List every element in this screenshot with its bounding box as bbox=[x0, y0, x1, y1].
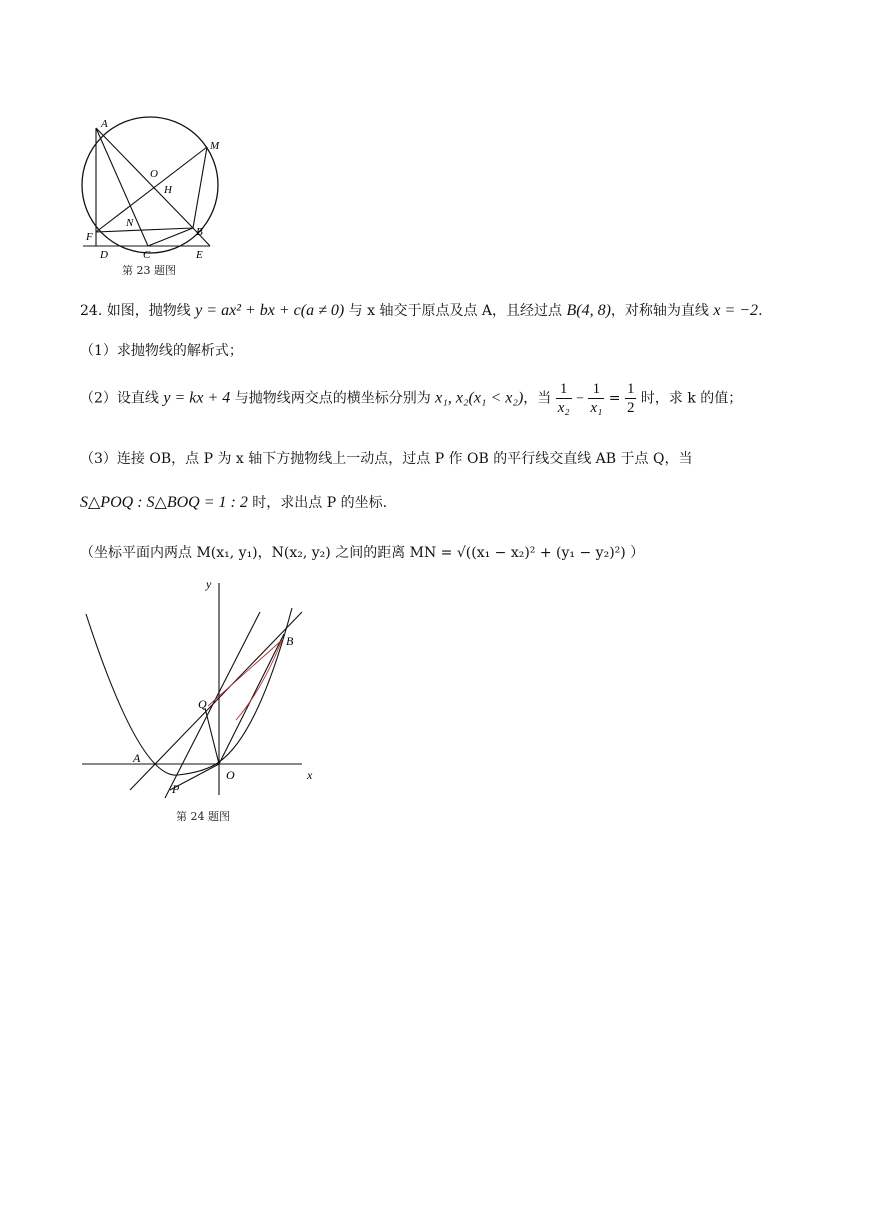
fig23-label-B: B bbox=[196, 226, 203, 238]
frac1-den: x₂ bbox=[557, 400, 570, 416]
q24-axis-eq: x = −2 bbox=[713, 302, 759, 319]
q24-point-b: B(4, 8) bbox=[566, 302, 611, 319]
fig24-label-x: x bbox=[307, 768, 313, 782]
q24-part2-vars: x₁, x₂(x₁ < x₂) bbox=[435, 389, 524, 407]
q24-area-ratio: S△POQ : S△BOQ = 1 : 2 bbox=[80, 494, 248, 511]
line-pq bbox=[165, 612, 260, 798]
q24-line-eq: y = kx + 4 bbox=[163, 389, 231, 407]
fig24-label-A: A bbox=[133, 751, 141, 765]
fig23-label-A: A bbox=[101, 118, 108, 130]
q24-part2-a: （2）设直线 bbox=[80, 390, 164, 407]
q24-parabola-eq: y = ax² + bx + c(a ≠ 0) bbox=[195, 302, 345, 319]
q24-part3-line2-text: 时，求出点 P 的坐标. bbox=[247, 495, 388, 511]
q24-intro-mid2: ，对称轴为直线 bbox=[610, 303, 714, 319]
q24-part2-c: ，当 bbox=[523, 390, 552, 407]
q24-part3-line2 bbox=[80, 492, 387, 512]
fig23-label-F: F bbox=[86, 231, 93, 243]
minus-sign: − bbox=[576, 391, 584, 407]
frac3-den: 2 bbox=[626, 400, 635, 416]
q24-distance-note: （坐标平面内两点 M(x₁, y₁)，N(x₂, y₂) 之间的距离 MN = √((x₁ − x₂)² + (y₁ − y₂)²) ） bbox=[80, 545, 645, 561]
q24-part2-b: 与抛物线两交点的横坐标分别为 bbox=[230, 390, 436, 407]
figure-23 bbox=[75, 110, 235, 265]
q24-intro bbox=[80, 300, 763, 320]
fig23-label-D: D bbox=[100, 249, 108, 261]
fig24-label-P: P bbox=[172, 782, 180, 796]
fraction-1-over-x1 bbox=[588, 380, 604, 417]
equals-sign: = bbox=[608, 390, 621, 407]
fig23-label-N: N bbox=[126, 217, 134, 229]
line-ab bbox=[130, 612, 302, 790]
q24-part1: （1）求抛物线的解析式； bbox=[80, 343, 243, 359]
fig23-caption: 第 23 题图 bbox=[122, 264, 176, 277]
fig23-label-H: H bbox=[164, 184, 172, 196]
frac3-num: 1 bbox=[626, 381, 635, 397]
fig23-label-O: O bbox=[150, 168, 158, 180]
q24-part3-line1: （3）连接 OB，点 P 为 x 轴下方抛物线上一动点，过点 P 作 OB 的平行线交直线 AB 于点 Q，当 bbox=[80, 451, 693, 467]
fig24-label-B: B bbox=[286, 634, 294, 648]
frac1-num: 1 bbox=[556, 380, 572, 399]
fig23-label-M: M bbox=[210, 140, 220, 152]
fig24-label-y: y bbox=[206, 577, 212, 591]
q24-part2 bbox=[80, 380, 742, 417]
fig23-label-E: E bbox=[196, 249, 203, 261]
line-qo bbox=[205, 708, 219, 764]
q24-intro-end: . bbox=[758, 303, 763, 319]
q24-part2-d: 时，求 k 的值； bbox=[640, 390, 743, 407]
fraction-1-over-x2 bbox=[556, 380, 572, 417]
fig24-caption: 第 24 题图 bbox=[176, 810, 230, 823]
frac2-num: 1 bbox=[588, 380, 604, 399]
fraction-1-over-2 bbox=[625, 380, 637, 417]
figure-24 bbox=[78, 572, 328, 812]
q24-intro-mid: 与 x 轴交于原点及点 A，且经过点 bbox=[344, 303, 567, 319]
fig23-label-C: C bbox=[143, 249, 151, 261]
q24-intro-prefix: 24. 如图，抛物线 bbox=[80, 303, 196, 319]
fig24-label-O: O bbox=[226, 768, 235, 782]
frac2-den: x₁ bbox=[590, 400, 603, 416]
fig24-label-Q: Q bbox=[198, 697, 207, 711]
